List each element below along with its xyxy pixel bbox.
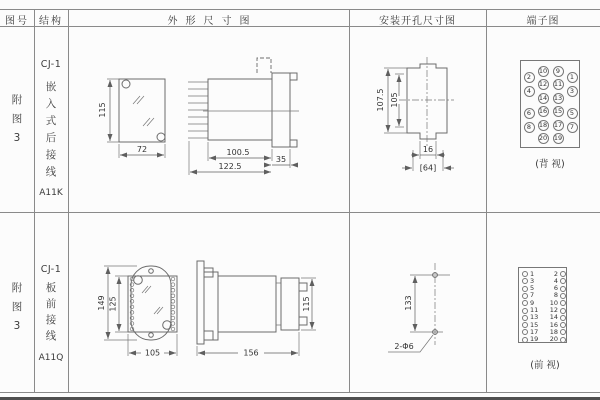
dim-depth: 100.5 <box>226 148 250 157</box>
header-outline-dimensions: 外形尺寸图 <box>167 16 258 27</box>
dim-total-length: 156 <box>243 348 259 358</box>
terminal-hole-icon <box>522 278 528 284</box>
terminal-hole-icon <box>522 322 528 328</box>
terminal-pin: 11 <box>553 80 563 88</box>
dim-front-width: 72 <box>136 145 148 154</box>
terminal-number: 5 <box>530 284 535 293</box>
terminal-number: 6 <box>553 284 558 293</box>
structure-char: 入 <box>45 98 57 110</box>
terminal-pin: 1 <box>567 72 578 83</box>
terminal-pin: 18 <box>538 120 548 129</box>
terminal-pin: 19 <box>553 134 563 142</box>
terminal-pin: 9 <box>553 66 564 77</box>
glass-hatch-icon <box>142 286 163 314</box>
terminal-screws-right <box>171 277 175 331</box>
terminal-hole-icon <box>560 329 566 335</box>
terminal-hole-icon <box>522 315 528 321</box>
outline-front-view-a11k <box>93 62 193 162</box>
terminal-number: 12 <box>549 306 558 314</box>
terminal-pin: 4 <box>524 86 535 97</box>
terminal-hole-icon <box>560 300 566 306</box>
figure-number-cell-row1 <box>0 27 34 212</box>
figure-char: 附 <box>11 281 23 294</box>
terminal-number: 16 <box>549 320 558 329</box>
structure-char: 接 <box>45 149 57 161</box>
terminal-diagram-rear <box>520 60 580 148</box>
header-terminal-diagram: 端子图 <box>526 16 560 27</box>
terminal-pin: 12 <box>538 80 548 88</box>
terminal-number: 17 <box>530 327 539 336</box>
structure-cell-row1 <box>34 27 68 212</box>
terminal-hole-icon <box>560 337 566 343</box>
relay-model: CJ-1 <box>40 59 62 70</box>
terminal-pins-icon <box>188 82 208 138</box>
terminal-pin: 3 <box>567 86 578 97</box>
terminal-number: 18 <box>549 327 558 336</box>
dim-rear-height: 115 <box>302 296 311 312</box>
structure-char: 线 <box>45 166 57 178</box>
structure-char: 嵌 <box>45 81 57 93</box>
dim-front-width: 105 <box>144 348 161 358</box>
figure-char: 图 <box>11 300 23 313</box>
outline-front-view-a11q <box>93 252 203 364</box>
terminal-number: 10 <box>549 298 558 307</box>
table-border-top <box>0 9 600 10</box>
dim-front-height: 115 <box>98 102 107 118</box>
terminal-number: 15 <box>530 320 539 329</box>
table-col-divider-3 <box>349 9 350 392</box>
view-label-rear: (背 视) <box>535 159 565 170</box>
figure-char: 3 <box>13 132 21 144</box>
dim-notch-width: 16 <box>422 145 434 154</box>
terminal-number: 9 <box>530 298 535 307</box>
terminal-hole-icon <box>522 308 528 314</box>
header-structure: 结构 <box>39 16 63 27</box>
terminal-pin: 6 <box>524 108 535 119</box>
dim-opening-height: 107.5 <box>376 88 385 112</box>
terminal-pin: 7 <box>567 122 578 133</box>
terminal-number: 19 <box>530 335 539 344</box>
table-row-divider <box>0 212 600 213</box>
terminal-pin: 13 <box>553 93 563 102</box>
figure-char: 3 <box>13 319 21 332</box>
structure-char: 后 <box>45 132 57 144</box>
terminal-number: 8 <box>553 291 558 300</box>
dim-front-inner-height: 125 <box>108 296 118 312</box>
terminal-hole-icon <box>522 286 528 292</box>
glass-hatch-icon <box>133 96 154 126</box>
figure-number-cell-row2 <box>0 212 34 392</box>
terminal-number: 14 <box>549 313 558 322</box>
terminal-number: 11 <box>530 306 539 314</box>
terminal-pin: 5 <box>567 108 578 119</box>
mounting-holes-a11q <box>360 255 470 360</box>
structure-char: 板 <box>45 282 57 294</box>
dim-inner-height: 105 <box>390 92 399 108</box>
structure-code: A11Q <box>38 353 64 363</box>
dim-flange-depth: 35 <box>275 155 287 164</box>
terminal-pin: 2 <box>524 72 535 83</box>
table-col-divider-4 <box>486 9 487 392</box>
terminal-number: 7 <box>530 291 535 300</box>
terminal-number: 3 <box>530 276 535 285</box>
terminal-pin: 16 <box>538 107 548 115</box>
table-col-divider-2 <box>68 9 69 392</box>
terminal-hole-icon <box>522 329 528 335</box>
structure-char: 式 <box>45 115 57 127</box>
terminal-number: 1 <box>530 269 535 278</box>
header-mounting-hole-dimensions: 安装开孔尺寸图 <box>379 16 456 27</box>
structure-char: 前 <box>45 298 57 310</box>
structure-cell-row2 <box>34 212 68 392</box>
outline-side-view-a11q <box>188 248 323 363</box>
structure-char: 线 <box>45 330 57 342</box>
dim-hole-diameter: 2-Φ6 <box>394 342 414 351</box>
mounting-cutout-a11k <box>372 52 482 182</box>
header-figure-number: 图号 <box>5 16 29 27</box>
terminal-hole-icon <box>522 271 528 277</box>
terminal-hole-icon <box>560 315 566 321</box>
dim-total-depth: 122.5 <box>218 162 242 171</box>
terminal-pin: 20 <box>538 134 548 142</box>
terminal-hole-icon <box>522 300 528 306</box>
terminal-hole-icon <box>560 286 566 292</box>
figure-char: 图 <box>11 113 23 125</box>
figure-char: 附 <box>11 94 23 106</box>
terminal-number: 13 <box>530 313 539 322</box>
structure-code: A11K <box>39 188 63 198</box>
dim-front-outer-height: 149 <box>97 295 106 311</box>
handle-icon <box>257 58 271 73</box>
terminal-hole-icon <box>560 322 566 328</box>
terminal-hole-icon <box>522 293 528 299</box>
structure-char: 接 <box>45 314 57 326</box>
terminal-number: 4 <box>553 276 558 285</box>
terminal-pin: 17 <box>553 120 563 129</box>
terminal-hole-icon <box>560 278 566 284</box>
terminal-row <box>522 336 563 343</box>
terminal-hole-icon <box>560 308 566 314</box>
terminal-pin: 15 <box>553 107 563 115</box>
terminal-hole-icon <box>522 337 528 343</box>
table-border-bottom <box>0 392 600 393</box>
view-label-front: (前 视) <box>530 360 560 371</box>
terminal-number: 20 <box>549 335 558 344</box>
terminal-pin: 14 <box>538 93 548 102</box>
terminal-pin: 8 <box>524 122 535 133</box>
terminal-number: 2 <box>553 269 558 278</box>
terminal-hole-icon <box>560 293 566 299</box>
outline-side-view-a11k <box>183 48 313 178</box>
dim-hole-spacing: 133 <box>404 295 413 311</box>
dim-overall-width: [64] <box>419 163 437 173</box>
terminal-hole-icon <box>560 271 566 277</box>
relay-model: CJ-1 <box>40 264 62 275</box>
terminal-pin: 10 <box>538 66 548 75</box>
terminal-diagram-front <box>518 267 567 343</box>
